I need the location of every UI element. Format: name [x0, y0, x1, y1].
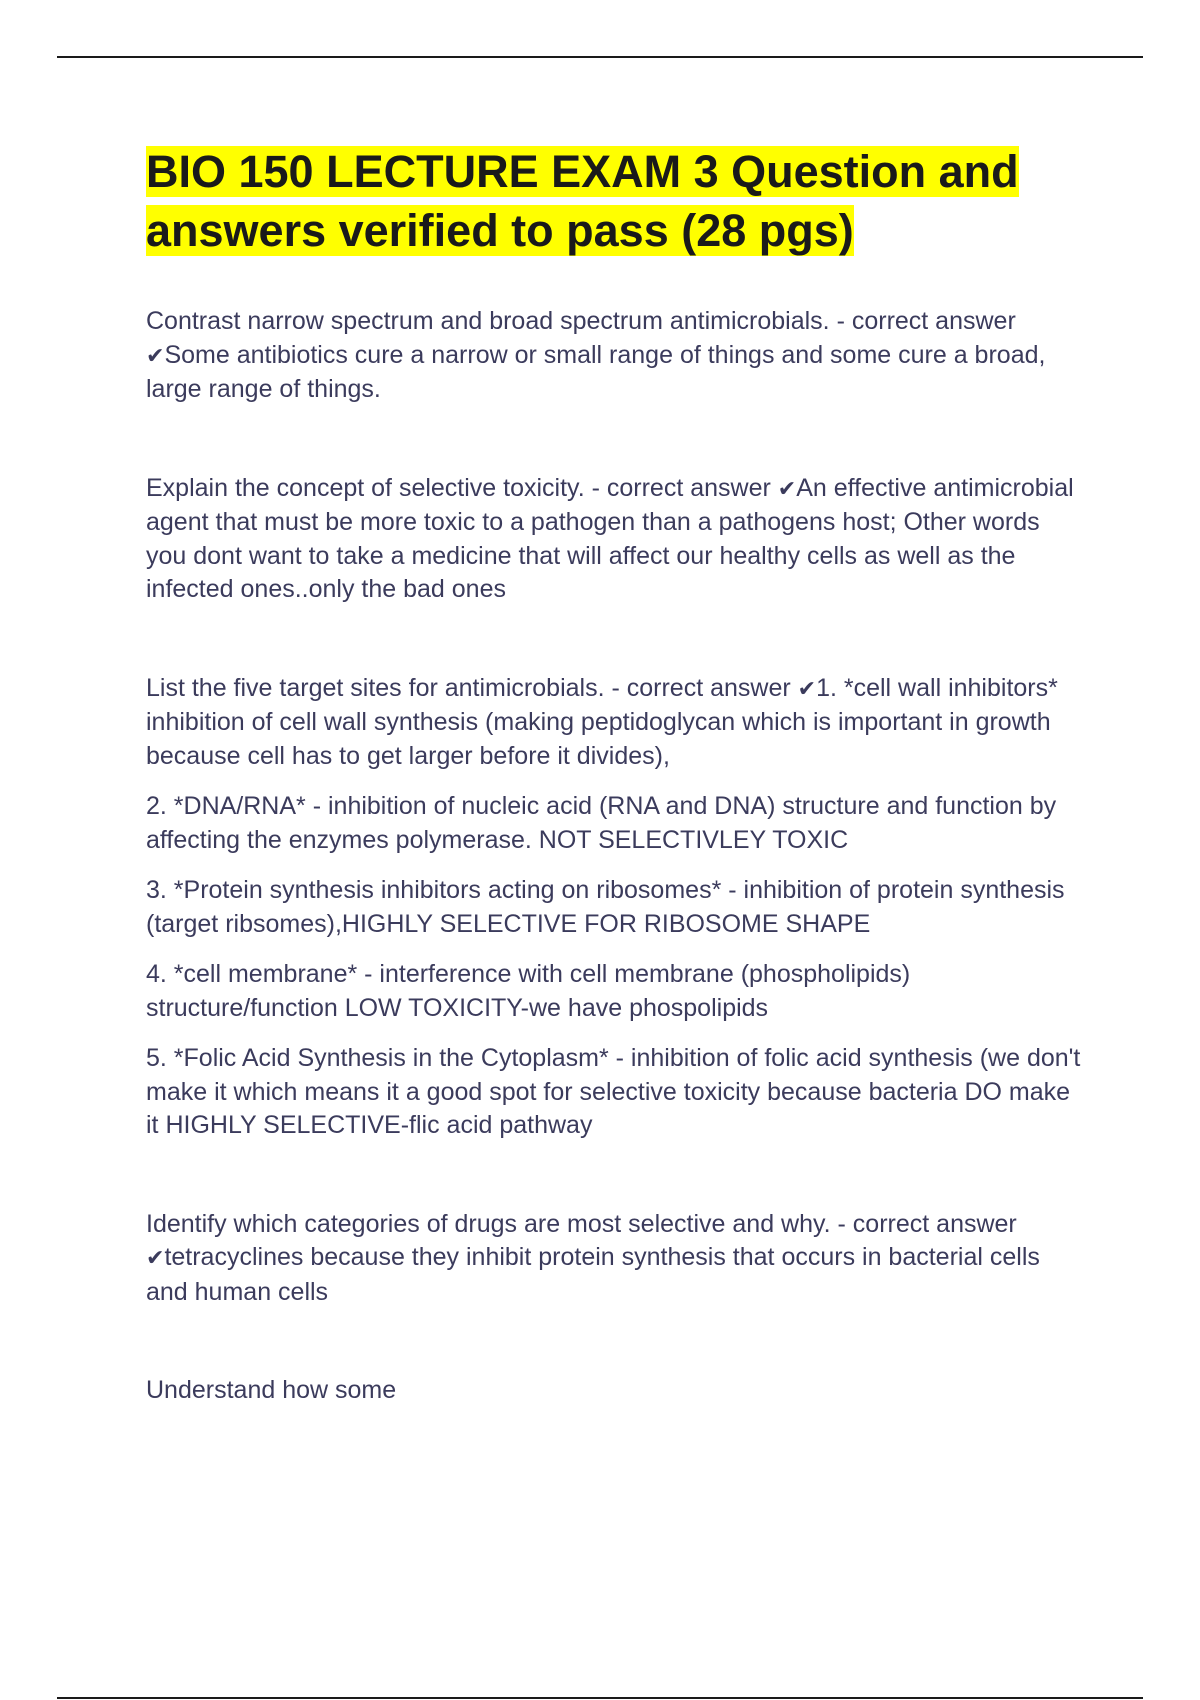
- qa-item: [146, 472, 1086, 607]
- answer-text: 1. *cell wall inhibitors* inhibition of cell wall synthesis (making peptidoglycan which is important in growth because cell has to get larger before it divides),: [146, 673, 1058, 770]
- list-item: 4. *cell membrane* - interference with cell membrane (phospholipids) structure/function LOW TOXICITY-we have phospolipids: [146, 960, 911, 1022]
- question-text: Contrast narrow spectrum and broad spectrum antimicrobials. - correct answer: [146, 307, 1016, 335]
- checkmark-icon: ✔: [146, 1246, 165, 1271]
- question-text: List the five target sites for antimicrobials. - correct answer: [146, 673, 791, 702]
- list-item: 3. *Protein synthesis inhibitors acting on ribosomes* - inhibition of protein synthesis (target ribsomes),HIGHLY SELECTIVE FOR RIBOSOME SHAPE: [146, 876, 1065, 938]
- trailing-text: Understand how some: [146, 1376, 397, 1404]
- question-text: Explain the concept of selective toxicity. - correct answer: [146, 473, 771, 502]
- checkmark-icon: ✔: [777, 476, 797, 502]
- checkmark-icon: ✔: [146, 343, 165, 369]
- title-highlight: BIO 150 LECTURE EXAM 3 Question and answers verified to pass (28 pgs): [146, 146, 1019, 256]
- qa-item: [146, 305, 1086, 407]
- top-divider: [57, 56, 1143, 58]
- checkmark-icon: ✔: [797, 676, 817, 702]
- list-item: 2. *DNA/RNA* - inhibition of nucleic acid (RNA and DNA) structure and function by affecting the enzymes polymerase. NOT SELECTIVLEY TOXIC: [146, 792, 1057, 854]
- bottom-divider: [57, 1697, 1143, 1699]
- answer-text: Some antibiotics cure a narrow or small range of things and some cure a broad, large range of things.: [146, 340, 1046, 403]
- qa-item: [146, 672, 1086, 774]
- answer-text: An effective antimicrobial agent that must be more toxic to a pathogen than a pathogens host; Other words you dont want to take a medicine that will affect our healthy cells as well as the infected ones..only the bad ones: [146, 473, 1074, 603]
- document-body: [146, 142, 1086, 1408]
- page-title: [146, 142, 1086, 260]
- qa-item: [146, 1208, 1086, 1310]
- list-item: 5. *Folic Acid Synthesis in the Cytoplasm* - inhibition of folic acid synthesis (we don't make it which means it a good spot for selective toxicity because bacteria DO make it HIGHLY SELECTIVE-flic acid pathway: [146, 1044, 1081, 1139]
- question-text: Identify which categories of drugs are most selective and why. - correct answer: [146, 1209, 1017, 1238]
- answer-text: tetracyclines because they inhibit protein synthesis that occurs in bacterial cells and human cells: [146, 1243, 1040, 1306]
